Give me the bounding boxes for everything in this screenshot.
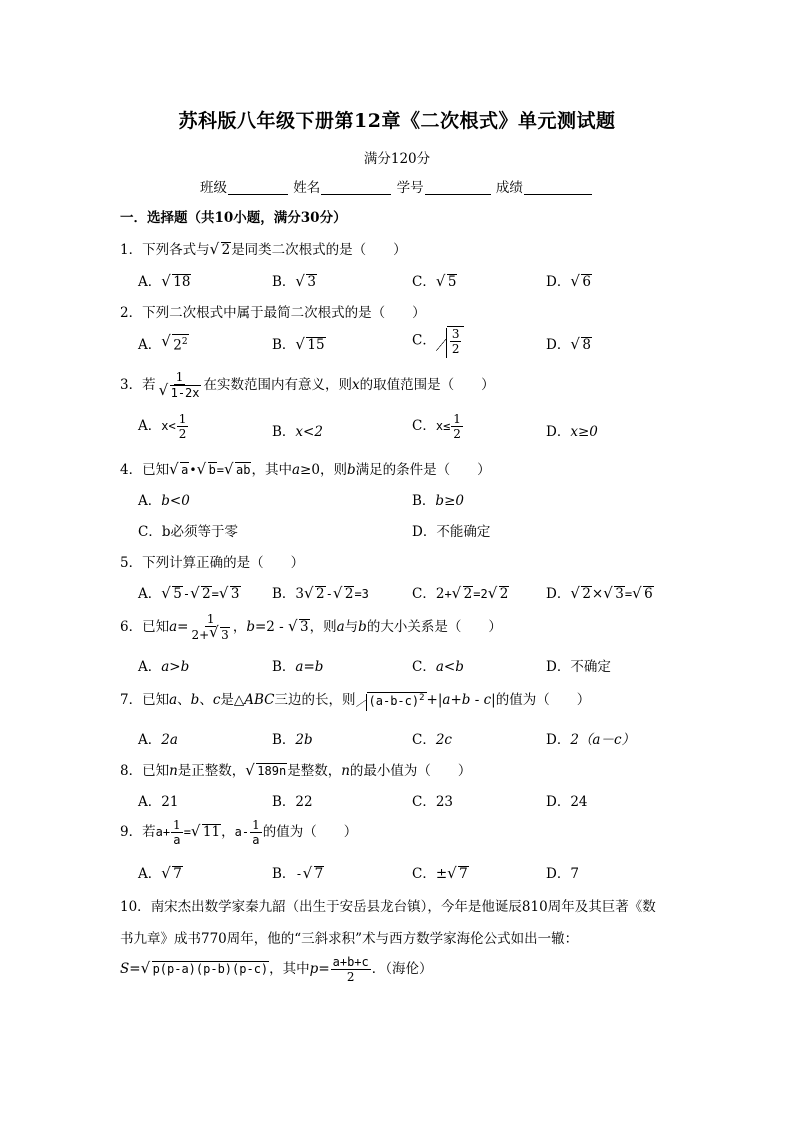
q8-option-b[interactable]: B．22	[272, 794, 313, 810]
student-info-line	[200, 176, 593, 196]
q8-option-d[interactable]: D．24	[546, 794, 588, 810]
q9-option-d[interactable]: D．7	[546, 866, 579, 882]
q6-option-c[interactable]: C．a<b	[412, 659, 464, 675]
q2-option-a[interactable]: A．√ $2^2$	[138, 333, 189, 353]
q5-option-d[interactable]: D．√ 2×√ 3=√ 6	[546, 582, 654, 602]
question-6: 6．已知a= $\frac{1}{2+√ 3}$ ，b=2 - √ 3，则a与b的大小关系是（ ）	[120, 612, 502, 643]
fraction: 1 √ 1-2x	[157, 370, 203, 401]
q9-option-a[interactable]: A．√ 7	[138, 862, 183, 882]
class-blank[interactable]	[228, 180, 288, 195]
question-8: 8．已知n是正整数，√ 189n是整数，n的最小值为（ ）	[120, 759, 471, 779]
question-2: 2．下列二次根式中属于最简二次根式的是（ ）	[120, 305, 426, 321]
q8-option-c[interactable]: C．23	[412, 794, 454, 810]
full-score: 满分120分	[363, 151, 431, 167]
q1-option-c[interactable]: C．√ 5	[412, 270, 457, 290]
question-10-line-2: 书九章》成书770周年，他的“三斜求积”术与西方数学家海伦公式如出一辙：	[120, 931, 579, 947]
q1-option-b[interactable]: B．√ 3	[272, 270, 317, 290]
q3-option-c[interactable]: C．x≤ $\frac{1}{2}$	[412, 412, 461, 441]
question-3: 3．若 1 √ 1-2x 在实数范围内有意义，则x的取值范围是（ ）	[120, 370, 495, 401]
grade-blank[interactable]	[524, 180, 592, 195]
q8-option-a[interactable]: A．21	[138, 794, 179, 810]
q5-option-a[interactable]: A．√ 5-√ 2=√ 3	[138, 582, 241, 602]
id-blank[interactable]	[425, 180, 491, 195]
question-5: 5．下列计算正确的是（ ）	[120, 555, 305, 571]
class-label: 班级	[200, 180, 227, 196]
q6-option-b[interactable]: B．a=b	[272, 659, 324, 675]
q6-option-a[interactable]: A．a>b	[138, 659, 190, 675]
section-heading: 一．选择题（共10小题，满分30分）	[120, 210, 347, 226]
q6-option-d[interactable]: D．不确定	[546, 659, 611, 675]
sqrt-symbol: √ 2	[211, 242, 232, 258]
q2-option-c[interactable]: C． $\frac{3}{2}$	[412, 326, 464, 356]
q7-option-a[interactable]: A．2a	[138, 732, 178, 748]
q3-option-a[interactable]: A．x< $\frac{1}{2}$	[138, 412, 187, 441]
q3-option-b[interactable]: B．x<2	[272, 424, 323, 440]
question-7: 7．已知a、b、c是△ABC三边的长，则 $(a-b-c)^2 +|a+b - c|$的值为（ ）	[120, 692, 591, 708]
q4-option-c[interactable]: C．b必须等于零	[138, 524, 238, 540]
q4-option-b[interactable]: B．b≥0	[412, 493, 464, 509]
question-10-line-3: S=√ p(p-a)(p-b)(p-c)，其中p= $\frac{a+b+c}{2}$ ．（海伦）	[120, 955, 433, 984]
q4-option-a[interactable]: A．b<0	[138, 493, 190, 509]
q7-option-b[interactable]: B．2b	[272, 732, 313, 748]
q9-option-c[interactable]: C．±√ 7	[412, 862, 469, 882]
question-9: 9．若a+ $\frac{1}{a}$ =√ 11，a- $\frac{1}{a}$ 的值为（ ）	[120, 818, 357, 847]
name-blank[interactable]	[321, 180, 391, 195]
q1-option-a[interactable]: A．√ 18	[138, 270, 191, 290]
question-1: 1．下列各式与√ 2是同类二次根式的是（ ）	[120, 238, 407, 258]
question-4: 4．已知√ a•√ b=√ ab，其中a≥0，则b满足的条件是（ ）	[120, 458, 491, 478]
q4-option-d[interactable]: D．不能确定	[412, 524, 491, 540]
q7-option-c[interactable]: C．2c	[412, 732, 452, 748]
q5-option-b[interactable]: B．3√ 2-√ 2=3	[272, 582, 369, 602]
name-label: 姓名	[293, 180, 321, 196]
question-10-line-1: 10．南宋杰出数学家秦九韶（出生于安岳县龙台镇），今年是他诞辰810周年及其巨著《数	[120, 899, 656, 915]
id-label: 学号	[396, 180, 424, 196]
q9-option-b[interactable]: B．-√ 7	[272, 862, 324, 882]
q7-option-d[interactable]: D．2（a－c）	[546, 732, 636, 748]
page-title: 苏科版八年级下册第12章《二次根式》单元测试题	[178, 110, 616, 132]
q2-option-d[interactable]: D．√ 8	[546, 333, 592, 353]
q3-option-d[interactable]: D．x≥0	[546, 424, 598, 440]
q5-option-c[interactable]: C．2+√ 2=2√ 2	[412, 582, 509, 602]
q1-option-d[interactable]: D．√ 6	[546, 270, 592, 290]
grade-label: 成绩	[495, 180, 523, 196]
q2-option-b[interactable]: B．√ 15	[272, 333, 326, 353]
